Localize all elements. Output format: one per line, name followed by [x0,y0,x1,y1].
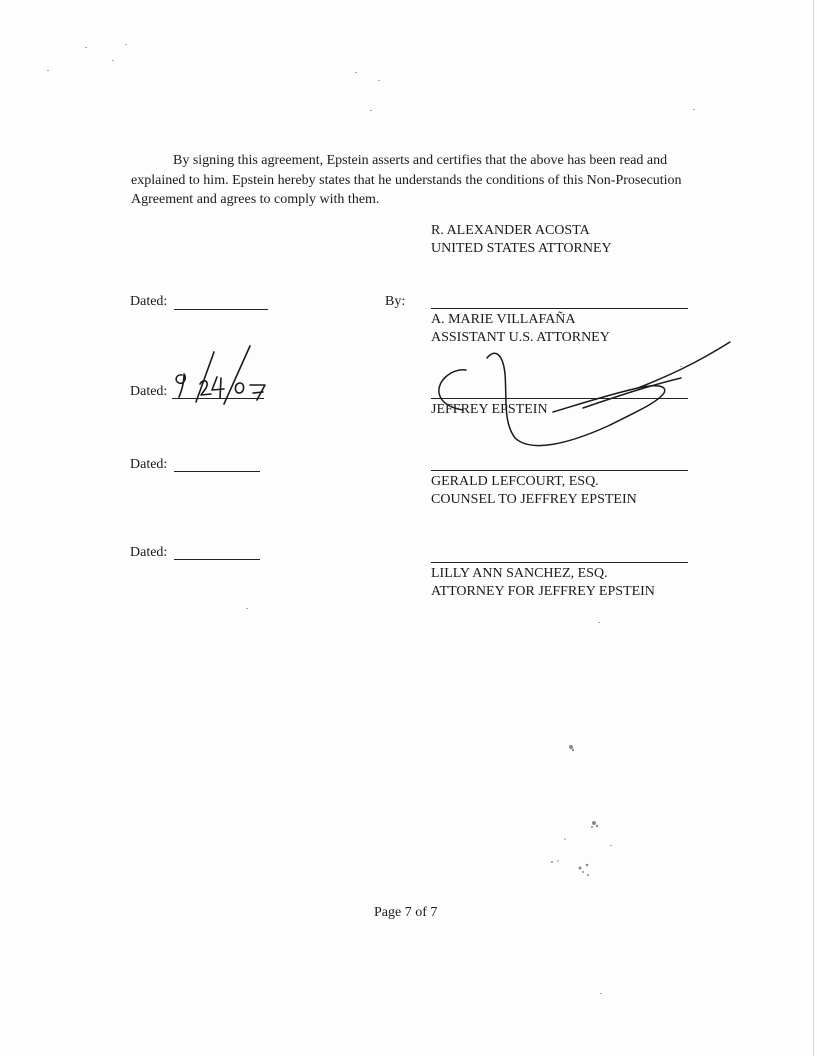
scan-speck [370,110,372,111]
scan-speck [47,70,49,71]
signature-line [431,562,688,563]
dated-label: Dated: [130,384,168,399]
scan-speck [85,47,87,48]
dated-blank-line [174,309,268,310]
by-label: By: [385,294,406,309]
signatory-title: ASSISTANT U.S. ATTORNEY [431,330,610,345]
signature-line [431,308,688,309]
scan-speck [598,622,600,623]
dated-blank-line [174,471,260,472]
scan-edge-line [813,0,814,1056]
signature-line [431,470,688,471]
signatory-name: GERALD LEFCOURT, ESQ. [431,474,599,489]
scan-speck [246,608,248,609]
handwritten-date-image [170,338,275,410]
signatory-title: ATTORNEY FOR JEFFREY EPSTEIN [431,584,655,599]
signatory-name: JEFFREY EPSTEIN [431,402,548,417]
us-attorney-name: R. ALEXANDER ACOSTA [431,223,590,238]
scan-speck [378,80,380,81]
dated-label: Dated: [130,457,168,472]
dated-blank-line [174,559,260,560]
scan-speck [355,72,357,73]
agreement-paragraph: By signing this agreement, Epstein asserts and certifies that the above has been read and explained to him. Epstein hereby states that he understands the conditions of this Non-Prosecution Agreement and agrees to comply with them. [131,153,682,207]
epstein-signature-image [433,318,733,468]
dated-label: Dated: [130,545,168,560]
scan-speck [693,109,695,110]
us-attorney-title: UNITED STATES ATTORNEY [431,241,612,256]
scan-speck [125,44,127,45]
scan-speck [112,60,114,61]
dated-label: Dated: [130,294,168,309]
scan-speck [600,993,602,994]
page-footer: Page 7 of 7 [374,905,438,920]
scan-marks [540,735,630,885]
signatory-title: COUNSEL TO JEFFREY EPSTEIN [431,492,637,507]
signatory-name: A. MARIE VILLAFAÑA [431,312,576,327]
signatory-name: LILLY ANN SANCHEZ, ESQ. [431,566,608,581]
